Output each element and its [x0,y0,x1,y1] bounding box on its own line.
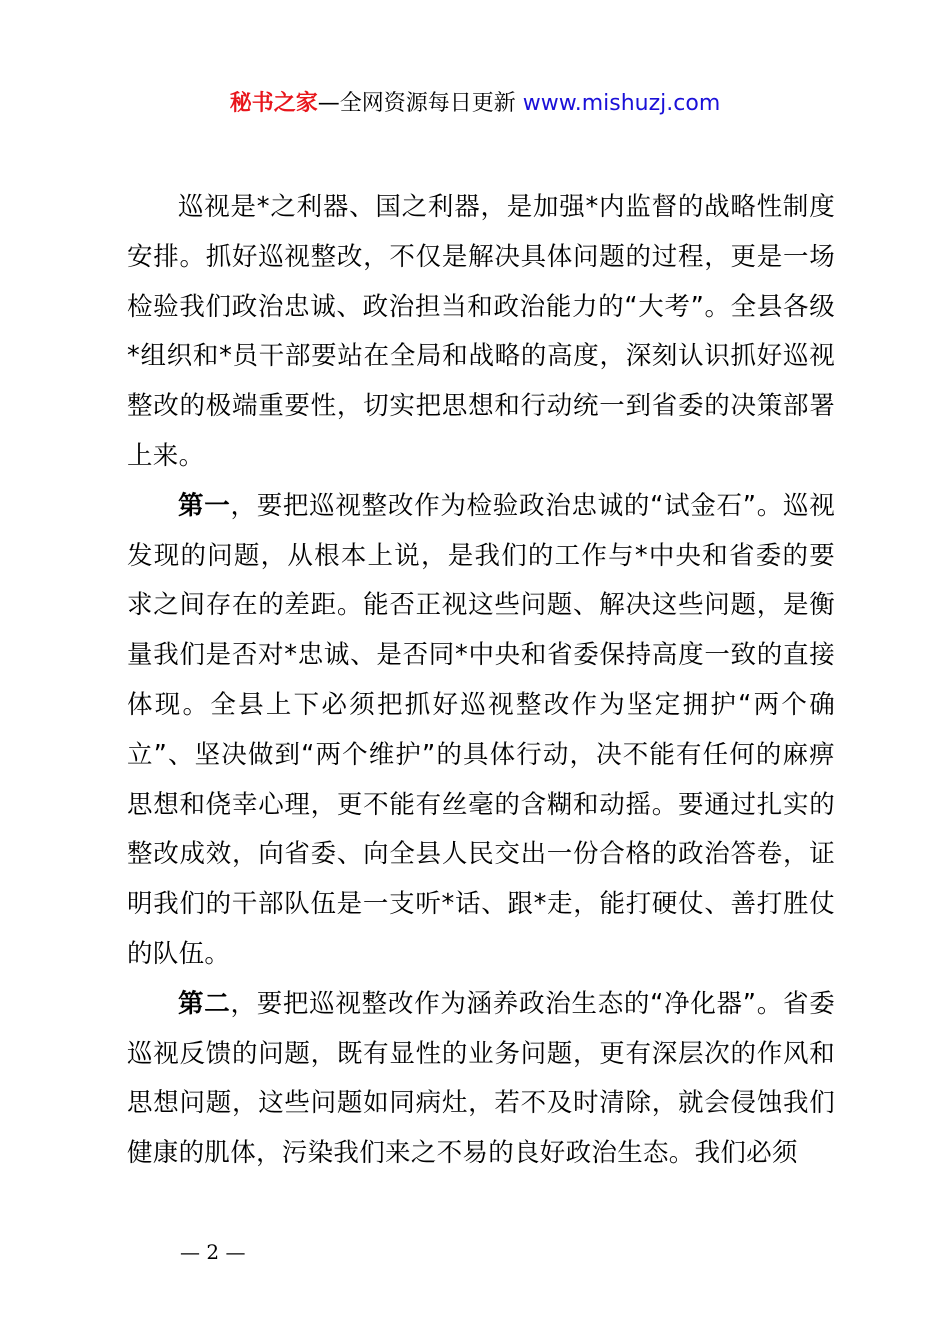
site-url-link[interactable]: www.mishuzj.com [522,91,721,116]
paragraph-text: ，要把巡视整改作为检验政治忠诚的“试金石”。巡视发现的问题，从根本上说，是我们的工作与*中央和省委的要求之间存在的差距。能否正视这些问题、解决这些问题，是衡量我们是否对*忠诚、是否同*中央和省委保持高度一致的直接体现。全县上下必须把抓好巡视整改作为坚定拥护“两个确立”、坚决做到“两个维护”的具体行动，决不能有任何的麻痹思想和侥幸心理，更不能有丝毫的含糊和动摇。要通过扎实的整改成效，向省委、向全县人民交出一份合格的政治答卷，证明我们的干部队伍是一支听*话、跟*走，能打硬仗、善打胜仗的队伍。 [127,490,835,969]
paragraph-text: ，要把巡视整改作为涵养政治生态的“净化器”。省委巡视反馈的问题，既有显性的业务问题，更有深层次的作风和思想问题，这些问题如同病灶，若不及时清除，就会侵蚀我们健康的肌体，污染我们来之不易的良好政治生态。我们必须 [127,988,835,1169]
site-header [0,86,950,122]
paragraph-first [127,482,835,980]
paragraph-second [127,980,835,1179]
paragraph-intro [127,183,835,482]
paragraph-text: 巡视是*之利器、国之利器，是加强*内监督的战略性制度安排。抓好巡视整改，不仅是解决具体问题的过程，更是一场检验我们政治忠诚、政治担当和政治能力的“大考”。全县各级*组织和*员干部要站在全局和战略的高度，深刻认识抓好巡视整改的极端重要性，切实把思想和行动统一到省委的决策部署上来。 [127,192,835,471]
paragraph-lead: 第二 [178,988,231,1019]
document-body [127,183,835,1179]
site-tagline: —全网资源每日更新 [317,91,523,116]
page-number: — 2 — [180,1240,246,1264]
paragraph-lead: 第一 [178,490,231,521]
site-brand: 秘书之家 [229,91,318,116]
